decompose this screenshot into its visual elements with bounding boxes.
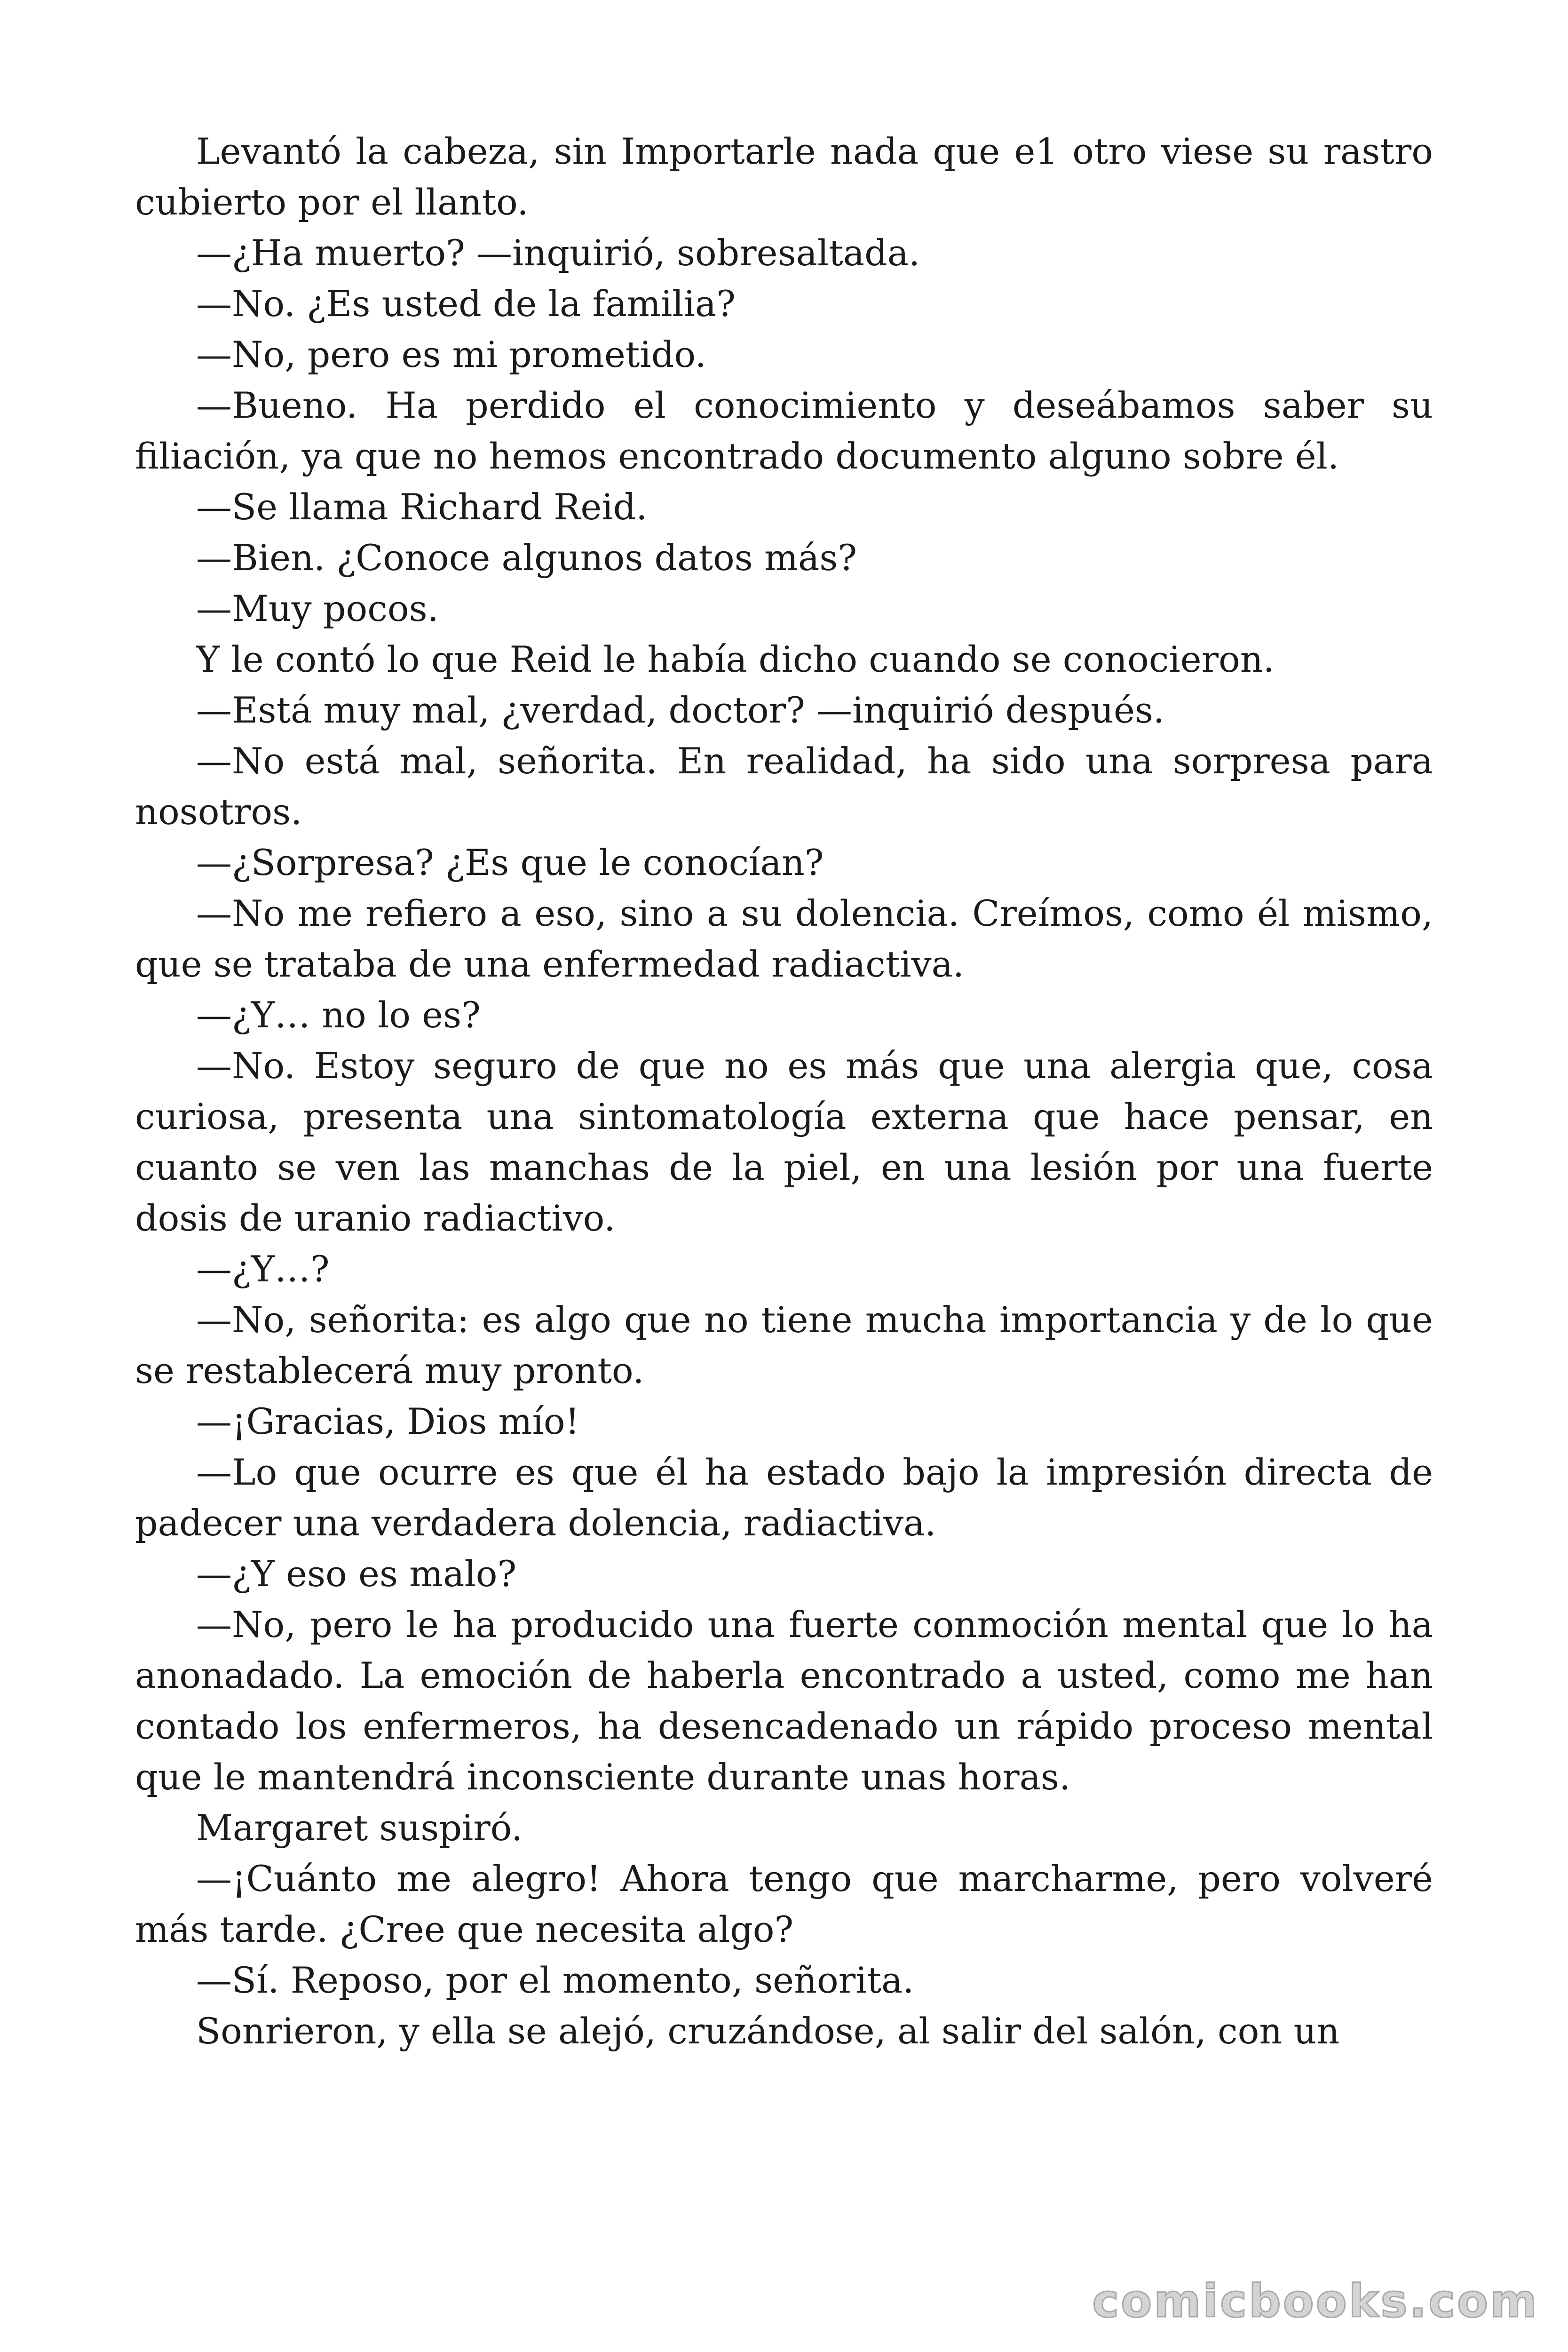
paragraph: —¡Gracias, Dios mío! — [196, 1400, 580, 1442]
paragraph: —¿Ha muerto? —inquirió, sobresaltada. — [196, 232, 920, 274]
paragraph: —Está muy mal, ¿verdad, doctor? —inquirió después. — [196, 689, 1165, 731]
paragraph: —No, señorita: es algo que no tiene mucha importancia y de lo que se restablecerá muy pronto. — [135, 1299, 1433, 1391]
paragraph: —¡Cuánto me alegro! Ahora tengo que marcharme, pero volveré más tarde. ¿Cree que necesita algo? — [135, 1858, 1433, 1950]
paragraph: —¿Y… no lo es? — [196, 994, 481, 1036]
paragraph: —¿Y eso es malo? — [196, 1553, 517, 1595]
paragraph: —No. ¿Es usted de la familia? — [196, 283, 736, 325]
paragraph: Margaret suspiró. — [196, 1807, 523, 1849]
paragraph: Sonrieron, y ella se alejó, cruzándose, al salir del salón, con un — [196, 2010, 1340, 2052]
paragraph: —Muy pocos. — [196, 588, 439, 629]
page-text — [135, 126, 1433, 2057]
paragraph: —No, pero es mi prometido. — [196, 334, 706, 375]
paragraph: —No está mal, señorita. En realidad, ha sido una sorpresa para nosotros. — [135, 740, 1433, 833]
paragraph: —¿Y…? — [196, 1248, 330, 1290]
paragraph: —Se llama Richard Reid. — [196, 486, 648, 528]
paragraph: —No, pero le ha producido una fuerte conmoción mental que lo ha anonadado. La emoción de haberla encontrado a usted, como me han contado los enfermeros, ha desencadenado un rápido proceso mental que le mantendrá inconsciente durante unas horas. — [135, 1604, 1433, 1798]
paragraph: —No. Estoy seguro de que no es más que una alergia que, cosa curiosa, presenta una sintomatología externa que hace pensar, en cuanto se ven las manchas de la piel, en una lesión por una fuerte dosis de uranio radiactivo. — [135, 1045, 1433, 1239]
paragraph: —¿Sorpresa? ¿Es que le conocían? — [196, 842, 824, 883]
paragraph: —Sí. Reposo, por el momento, señorita. — [196, 1959, 914, 2001]
paragraph: —Bueno. Ha perdido el conocimiento y deseábamos saber su filiación, ya que no hemos encontrado documento alguno sobre él. — [135, 384, 1433, 477]
paragraph: —Lo que ocurre es que él ha estado bajo la impresión directa de padecer una verdadera dolencia, radiactiva. — [135, 1451, 1433, 1544]
paragraph: Levantó la cabeza, sin Importarle nada que e1 otro viese su rastro cubierto por el llanto. — [135, 130, 1433, 223]
watermark: comicbooks.com — [1092, 2275, 1539, 2328]
paragraph: Y le contó lo que Reid le había dicho cuando se conocieron. — [196, 638, 1275, 680]
paragraph: —Bien. ¿Conoce algunos datos más? — [196, 537, 857, 579]
paragraph: —No me refiero a eso, sino a su dolencia. Creímos, como él mismo, que se trataba de una enfermedad radiactiva. — [135, 892, 1433, 985]
